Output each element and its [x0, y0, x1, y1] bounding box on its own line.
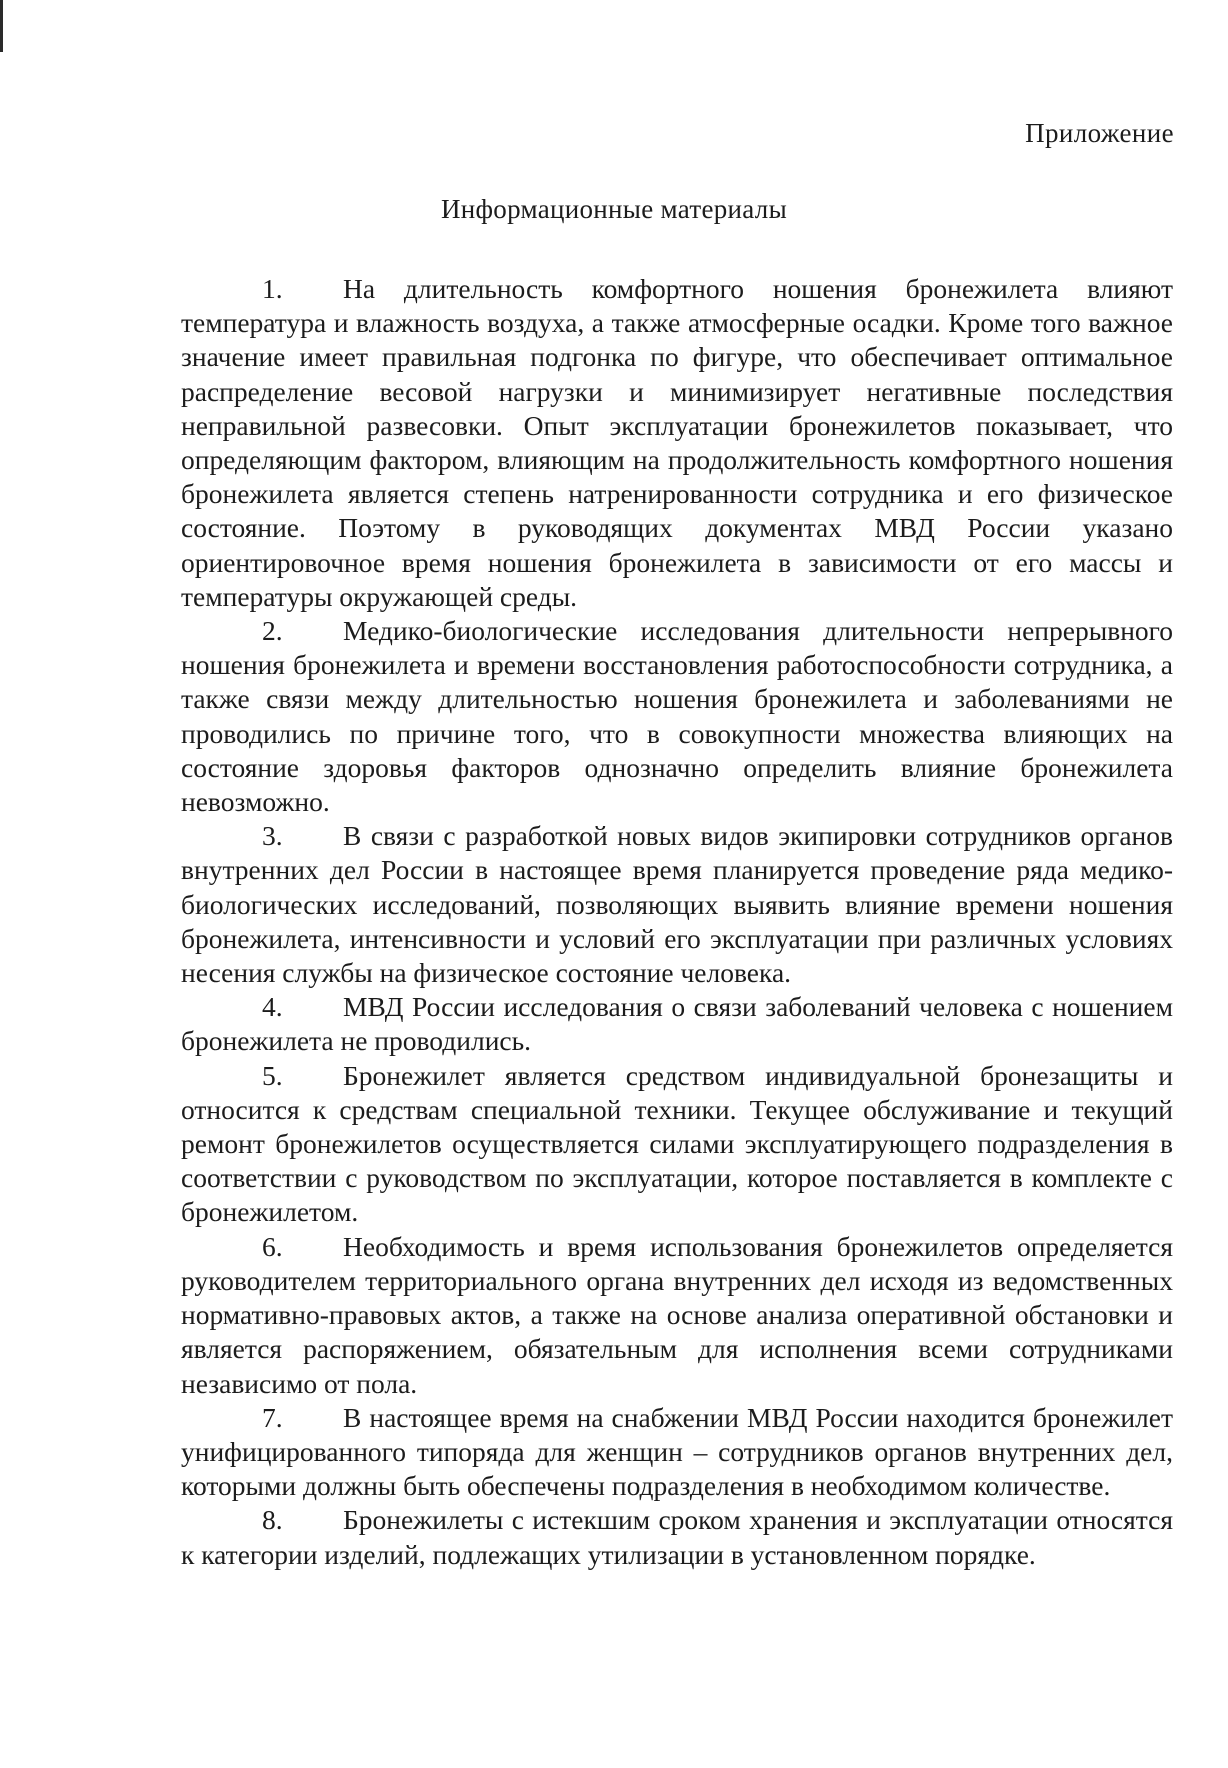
paragraph-text: Бронежилеты с истекшим сроком хранения и эксплуатации относятся к категории изделий, подлежащих утилизации в установленном порядке. [181, 1504, 1173, 1570]
paragraph-number: 8. [262, 1504, 283, 1536]
paragraph-7 [181, 1401, 1173, 1504]
paragraph-number: 3. [262, 820, 283, 852]
paragraph-text: В связи с разработкой новых видов экипировки сотрудников органов внутренних дел России в настоящее время планируется проведение ряда медико-биологических исследований, позволяющих выявить влияние времени ношения бронежилета, интенсивности и условий его эксплуатации при различных условиях несения службы на физическое состояние человека. [181, 820, 1173, 989]
document-title: Информационные материалы [440, 194, 788, 224]
paragraph-number: 1. [262, 273, 283, 304]
paragraph-number: 7. [262, 1401, 283, 1433]
scan-edge-mark [0, 0, 3, 52]
paragraph-text: МВД России исследования о связи заболеваний человека с ношением бронежилета не проводились. [181, 991, 1173, 1057]
paragraph-1 [181, 272, 1173, 614]
paragraph-8 [181, 1503, 1173, 1571]
paragraph-number: 2. [262, 615, 283, 647]
paragraph-text: На длительность комфортного ношения бронежилета влияют температура и влажность воздуха, а также атмосферные осадки. Кроме того важное значение имеет правильная подгонка по фигуре, что обеспечивает оптимальное распределение весовой нагрузки и минимизирует негативные последствия неправильной развесовки. Опыт эксплуатации бронежилетов показывает, что определяющим фактором, влияющим на продолжительность комфортного ношения бронежилета является степень натренированности сотрудника и его физическое состояние. Поэтому в руководящих документах МВД России указано ориентировочное время ношения бронежилета в зависимости от его массы и температуры окружающей среды. [181, 273, 1173, 612]
document-body [181, 272, 1173, 1572]
paragraph-text: Необходимость и время использования бронежилетов определяется руководителем территориального органа внутренних дел исходя из ведомственных нормативно-правовых актов, а также на основе анализа оперативной обстановки и является распоряжением, обязательным для исполнения всеми сотрудниками независимо от пола. [181, 1230, 1173, 1399]
paragraph-text: Медико-биологические исследования длительности непрерывного ношения бронежилета и времени восстановления работоспособности сотрудника, а также связи между длительностью ношения бронежилета и заболеваниями не проводились по причине того, что в совокупности множества влияющих на состояние здоровья факторов однозначно определить влияние бронежилета невозможно. [181, 615, 1173, 818]
paragraph-2 [181, 614, 1173, 819]
paragraph-5 [181, 1059, 1173, 1230]
paragraph-number: 4. [262, 991, 283, 1023]
paragraph-number: 6. [262, 1230, 283, 1262]
paragraph-6 [181, 1230, 1173, 1401]
paragraph-4 [181, 990, 1173, 1058]
paragraph-3 [181, 819, 1173, 990]
paragraph-number: 5. [262, 1059, 283, 1091]
paragraph-text: Бронежилет является средством индивидуальной бронезащиты и относится к средствам специальной техники. Текущее обслуживание и текущий ремонт бронежилетов осуществляется силами эксплуатирующего подразделения в соответствии с руководством по эксплуатации, которое поставляется в комплекте с бронежилетом. [181, 1059, 1173, 1228]
appendix-label: Приложение [1025, 118, 1174, 148]
paragraph-text: В настоящее время на снабжении МВД России находится бронежилет унифицированного типоряда для женщин – сотрудников органов внутренних дел, которыми должны быть обеспечены подразделения в необходимом количестве. [181, 1401, 1173, 1502]
